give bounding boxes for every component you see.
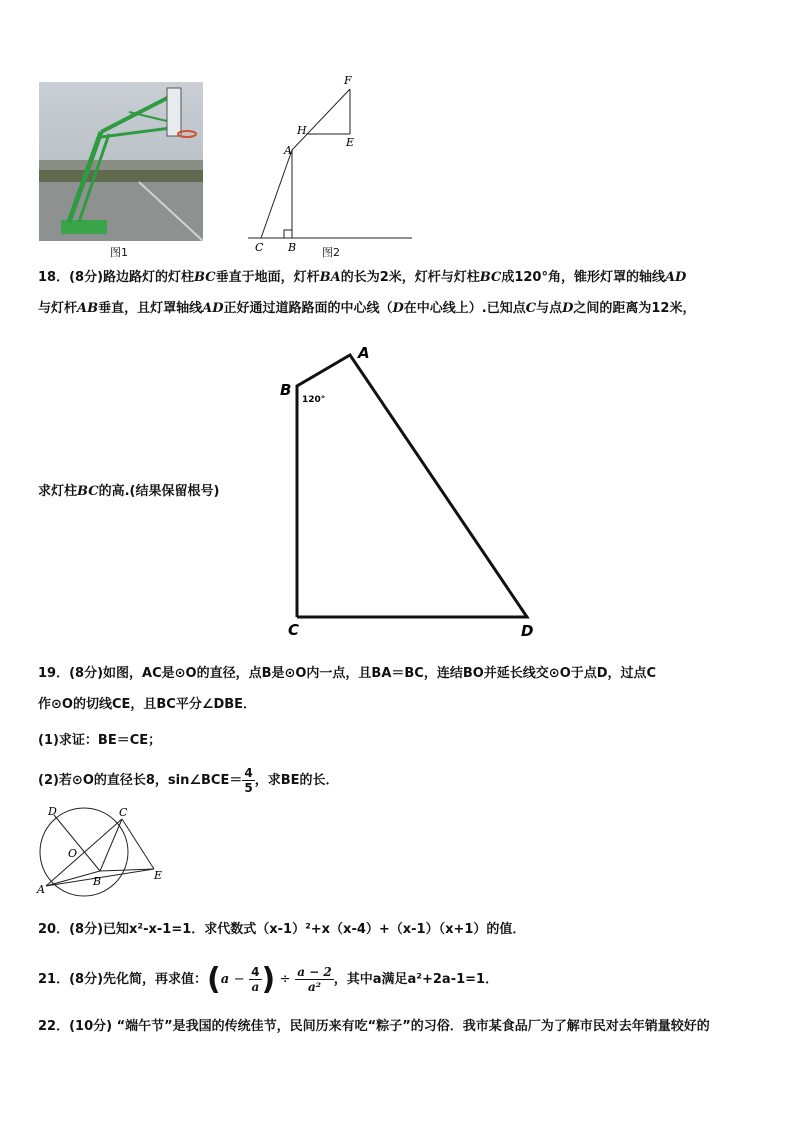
q21-fraction-2: $\frac{a - 2}{\text{a²}}$ [297, 965, 332, 994]
q18-label-A: A [358, 344, 370, 362]
fig2-label-H: H [297, 124, 307, 137]
q21-left-paren: ( [207, 961, 221, 997]
q21-text: 21．(8分)先化简，再求值：(a − $\frac{4}{a}$ ) ÷ $\frac{a - 2}{\text{a²}}$ ，其中a满足a²+2a-1=1． [38, 961, 499, 997]
q19-diagram [34, 803, 174, 898]
q18-label-C: C [288, 621, 300, 639]
fig2-label-C: C [255, 241, 264, 254]
q18-line2: 与灯杆AB垂直，且灯罩轴线AD正好通过道路路面的中心线（D在中心线上）.已知点C与点D之间的距离为12米， [38, 301, 696, 316]
q18-label-B: B [280, 381, 292, 399]
fig1-photo [39, 82, 203, 241]
q19-label-A: A [37, 883, 45, 896]
q19-fraction: $\frac{4}{5}$ [244, 766, 253, 795]
fig2-label-A: A [284, 144, 292, 157]
q18-label-D: D [521, 622, 534, 640]
fig2-diagram [240, 72, 420, 257]
q19-label-C: C [119, 806, 128, 819]
q18-line1: 18．(8分)路边路灯的灯柱BC垂直于地面，灯杆BA的长为2米，灯杆与灯柱BC成120°角，锥形灯罩的轴线AD [38, 270, 687, 285]
fig2-label-F: F [344, 74, 352, 87]
fig1-caption: 图1 [110, 246, 128, 259]
q18-angle-label: 120° [302, 395, 326, 405]
fig2-label-B: B [288, 241, 297, 254]
q18-line3: 求灯柱BC的高.(结果保留根号) [38, 484, 220, 499]
fig2-label-E: E [346, 136, 355, 149]
q19-part1: (1)求证：BE＝CE； [38, 733, 162, 748]
q22-text: 22．(10分) “端午节”是我国的传统佳节，民间历来有吃“粽子”的习俗．我市某食品厂为了解市民对去年销量较好的 [38, 1019, 710, 1034]
q19-line1: 19．(8分)如图，AC是⊙O的直径，点B是⊙O内一点，且BA＝BC，连结BO并延长线交⊙O于点D，过点C [38, 666, 657, 681]
q21-fraction-1: $\frac{4}{a}$ [251, 965, 260, 994]
q19-label-D: D [48, 805, 57, 818]
q19-label-E: E [154, 869, 163, 882]
q21-right-paren: ) [261, 961, 276, 997]
q19-label-B: B [93, 875, 102, 888]
q19-label-O: O [68, 847, 78, 860]
q20-text: 20．(8分)已知x²-x-1=1．求代数式（x-1）²+x（x-4）+（x-1）（x+1）的值． [38, 922, 526, 937]
q19-line2: 作⊙O的切线CE，且BC平分∠DBE． [38, 697, 257, 712]
fig2-caption: 图2 [322, 246, 340, 259]
q19-part2: (2)若⊙O的直径长8，sin∠BCE＝ $\frac{4}{5}$ ，求BE的长． [38, 766, 339, 795]
q18-diagram [272, 340, 552, 645]
